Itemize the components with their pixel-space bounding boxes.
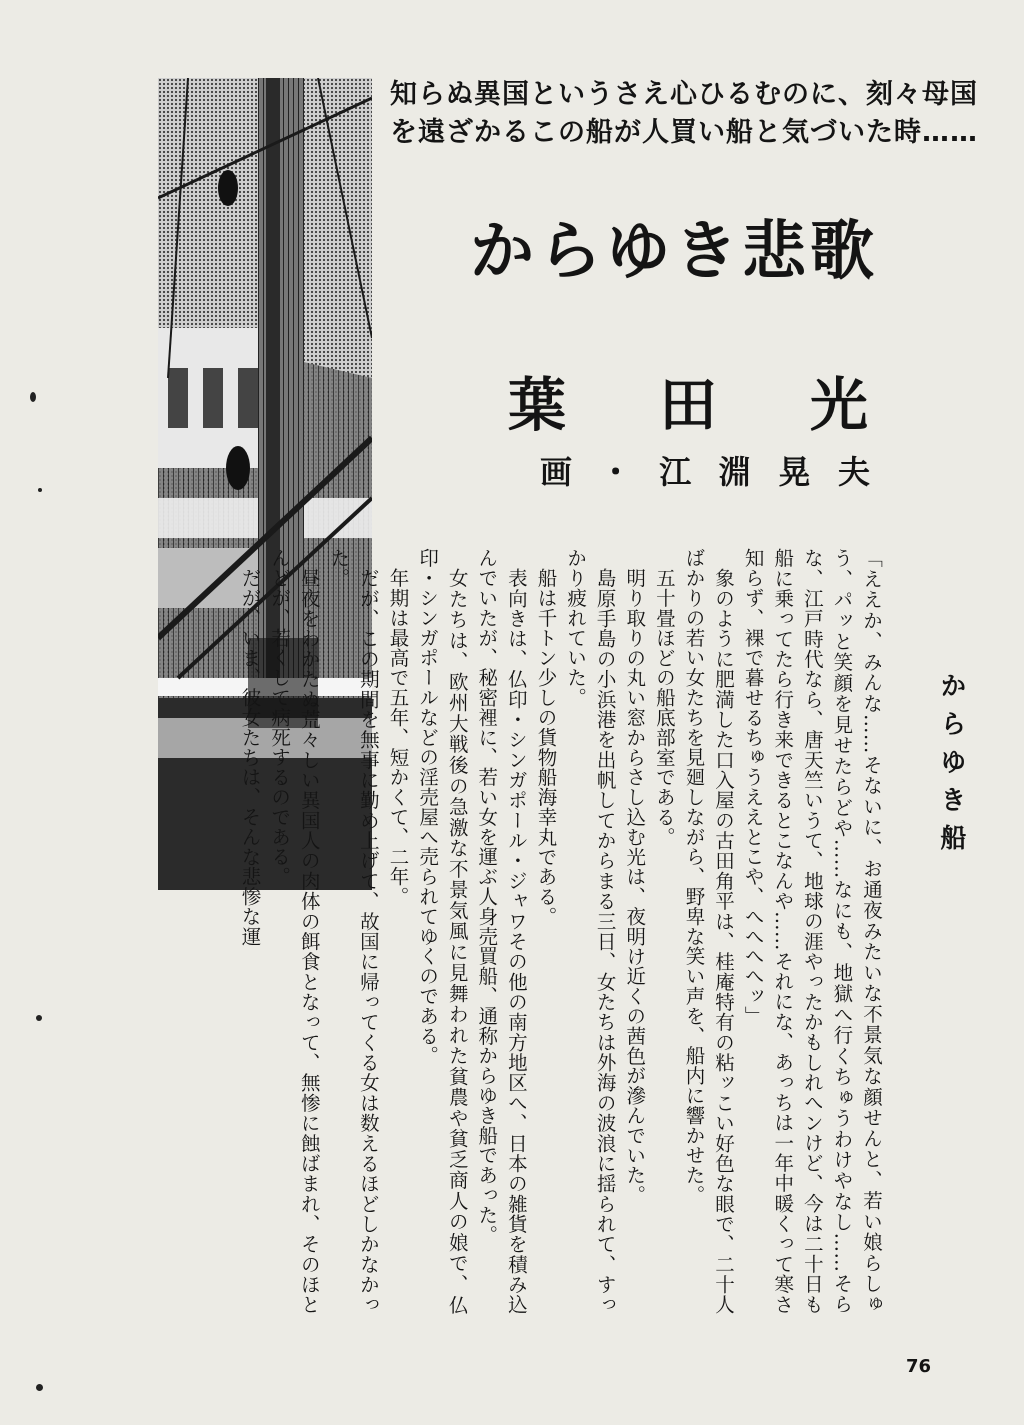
illustrator-char: ・	[599, 453, 632, 491]
illustrator-char: 夫	[837, 453, 870, 491]
illustrator-char: 画	[540, 453, 573, 491]
body-text	[235, 548, 886, 1314]
body-paragraph: 明り取りの丸い窓からさし込む光は、夜明け近くの茜色が滲んでいた。	[623, 567, 647, 1205]
tagline	[390, 76, 978, 152]
body-paragraph: 年期は最高で五年、短かくて、二年。	[386, 567, 410, 906]
illustrator-char: 晃	[778, 453, 811, 491]
author-char: 葉	[508, 371, 567, 439]
author-char: 光	[809, 371, 868, 439]
tagline-line-1: 知らぬ異国というさえ心ひるむのに、刻々母国	[390, 79, 978, 110]
illustrator-credit	[540, 450, 870, 490]
tagline-line-2: を遠ざかるこの船が人買い船と気づいた時……	[390, 117, 978, 148]
body-paragraph: 船は千トン少しの貨物船海幸丸である。	[534, 567, 558, 926]
page-number: 76	[906, 1356, 932, 1377]
print-speck	[36, 1015, 42, 1021]
section-title: からゆき船	[936, 672, 966, 862]
author-name	[508, 362, 868, 438]
body-paragraph: 表向きは、仏印・シンガポール・ジャワその他の南方地区へ、日本の雑貨を積み込んでいたが、秘密裡に、若い女を運ぶ人身売買船、通称からゆき船であった。	[475, 548, 528, 1314]
author-char: 田	[658, 371, 717, 439]
illustrator-char: 江	[659, 453, 692, 491]
print-speck	[36, 1384, 43, 1391]
body-paragraph: 「ええか、みんな……そないに、お通夜みたいな不景気な顔せんと、若い娘らしゅう、パッと笑顔を見せたらどや……なにも、地獄へ行くちゅうわけやなし……そらな、江戸時代なら、唐天竺いうて、地球の涯やったかもしれへンけど、今は二十日も船に乗ってたら行き来できるとこなんや……それにな、あっちは一年中暖くって寒さ知らず、裸で暮せるちゅうええとこや、へへへへッ」	[741, 548, 883, 1314]
story-title: からゆき悲歌	[470, 214, 878, 289]
body-paragraph: だが、この期間を無事に勤め上げて、故国に帰ってくる女は数えるほどしかなかった。	[327, 548, 380, 1314]
body-paragraph: 象のように肥満した口入屋の古田角平は、桂庵特有の粘ッこい好色な眼で、二十人ばかりの若い女たちを見廻しながら、野卑な笑い声を、船内に響かせた。	[682, 548, 736, 1314]
body-paragraph: だが、いま、彼女たちは、そんな悲惨な運	[238, 567, 262, 946]
body-paragraph: 五十畳ほどの船底部室である。	[652, 567, 676, 847]
body-paragraph: 昼夜をわかたぬ荒々しい異国人の肉体の餌食となって、無惨に蝕ばまれ、そのほとんどが、若くして病死するのである。	[268, 548, 321, 1314]
body-paragraph: 島原手島の小浜港を出帆してからまる三日、女たちは外海の波浪に揺られて、すっかり疲れていた。	[564, 548, 617, 1314]
body-paragraph: 女たちは、欧州大戦後の急激な不景気風に見舞われた貧農や貧乏商人の娘で、仏印・シンガポールなどの淫売屋へ売られてゆくのである。	[416, 548, 469, 1314]
print-speck	[30, 392, 36, 402]
print-speck	[38, 488, 42, 492]
illustrator-char: 淵	[718, 453, 751, 491]
